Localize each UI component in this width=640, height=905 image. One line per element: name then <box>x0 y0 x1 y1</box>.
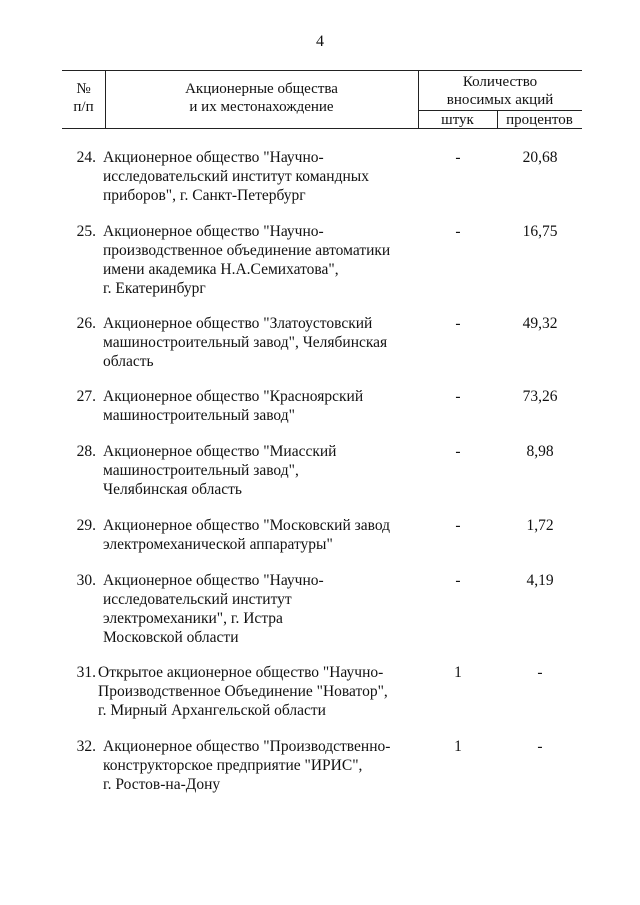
row-number: 29. <box>76 517 96 534</box>
header-units: штук <box>441 112 474 128</box>
header-quantity-line1: Количество <box>462 74 538 90</box>
row-number: 27. <box>76 388 96 405</box>
shares-count: - <box>455 149 461 166</box>
company-name-line: имени академика Н.А.Семихатова", <box>103 261 339 278</box>
header-top-rule <box>62 70 582 71</box>
header-company <box>105 80 418 116</box>
company-name-line: Акционерное общество "Московский завод <box>103 517 391 534</box>
row-number: 32. <box>76 738 96 755</box>
company-name <box>103 442 408 499</box>
shares-count: - <box>455 388 461 405</box>
page-number: 4 <box>316 33 324 50</box>
shares-count: - <box>455 572 461 589</box>
company-name <box>103 516 408 554</box>
header-company-line1: Акционерные общества <box>185 81 338 97</box>
company-name-line: Производственное Объединение "Новатор", <box>98 683 388 700</box>
shares-percent: - <box>537 664 543 681</box>
shares-count: - <box>455 517 461 534</box>
shares-percent: - <box>537 738 543 755</box>
company-name-line: машиностроительный завод", Челябинская <box>103 334 388 351</box>
row-number: 31. <box>76 664 96 681</box>
company-name <box>103 737 408 794</box>
company-name-line: электромеханики", г. Истра <box>103 610 283 627</box>
company-name-line: Акционерное общество "Златоустовский <box>103 315 373 332</box>
company-name <box>103 387 408 425</box>
shares-count: 1 <box>454 738 462 755</box>
row-number: 26. <box>76 315 96 332</box>
header-number <box>62 80 105 116</box>
company-name <box>103 222 408 298</box>
shares-percent: 73,26 <box>522 388 558 405</box>
company-name-line: Челябинская область <box>103 481 242 498</box>
shares-count: - <box>455 223 461 240</box>
header-quantity-line2: вносимых акций <box>446 92 554 108</box>
row-number: 30. <box>76 572 96 589</box>
shares-count: 1 <box>454 664 462 681</box>
shares-count: - <box>455 315 461 332</box>
shares-percent: 4,19 <box>526 572 554 589</box>
header-number-line1: № <box>76 81 91 97</box>
company-name-line: г. Ростов-на-Дону <box>103 776 221 793</box>
company-name-line: приборов", г. Санкт-Петербург <box>103 187 306 204</box>
company-name-line: г. Екатеринбург <box>103 280 206 297</box>
company-name-line: Московской области <box>103 629 239 646</box>
shares-percent: 1,72 <box>526 517 554 534</box>
company-name-line: исследовательский институт <box>103 591 292 608</box>
row-number: 25. <box>76 223 96 240</box>
header-quantity <box>418 73 582 109</box>
company-name <box>103 314 408 371</box>
company-name-line: г. Мирный Архангельской области <box>98 702 326 719</box>
company-name-line: Акционерное общество "Производственно- <box>103 738 391 755</box>
company-name-line: электромеханической аппаратуры" <box>103 536 333 553</box>
company-name-line: машиностроительный завод", <box>103 462 299 479</box>
company-name-line: Акционерное общество "Научно- <box>103 223 324 240</box>
row-number: 28. <box>76 443 96 460</box>
company-name-line: конструкторское предприятие "ИРИС", <box>103 757 363 774</box>
company-name-line: Акционерное общество "Красноярский <box>103 388 364 405</box>
company-name <box>103 571 408 647</box>
company-name <box>98 663 403 720</box>
shares-percent: 49,32 <box>522 315 558 332</box>
shares-percent: 16,75 <box>522 223 558 240</box>
shares-count: - <box>455 443 461 460</box>
company-name-line: производственное объединение автоматики <box>103 242 391 259</box>
company-name-line: Акционерное общество "Научно- <box>103 149 324 166</box>
shares-percent: 20,68 <box>522 149 558 166</box>
header-number-line2: п/п <box>73 99 94 115</box>
header-company-line2: и их местонахождение <box>189 99 334 115</box>
company-name <box>103 148 408 205</box>
shares-percent: 8,98 <box>526 443 554 460</box>
company-name-line: Акционерное общество "Научно- <box>103 572 324 589</box>
company-name-line: исследовательский институт командных <box>103 168 369 185</box>
company-name-line: Открытое акционерное общество "Научно- <box>98 664 384 681</box>
company-name-line: область <box>103 353 154 370</box>
row-number: 24. <box>76 149 96 166</box>
company-name-line: Акционерное общество "Миасский <box>103 443 337 460</box>
company-name-line: машиностроительный завод" <box>103 407 295 424</box>
header-percent: процентов <box>506 112 573 128</box>
